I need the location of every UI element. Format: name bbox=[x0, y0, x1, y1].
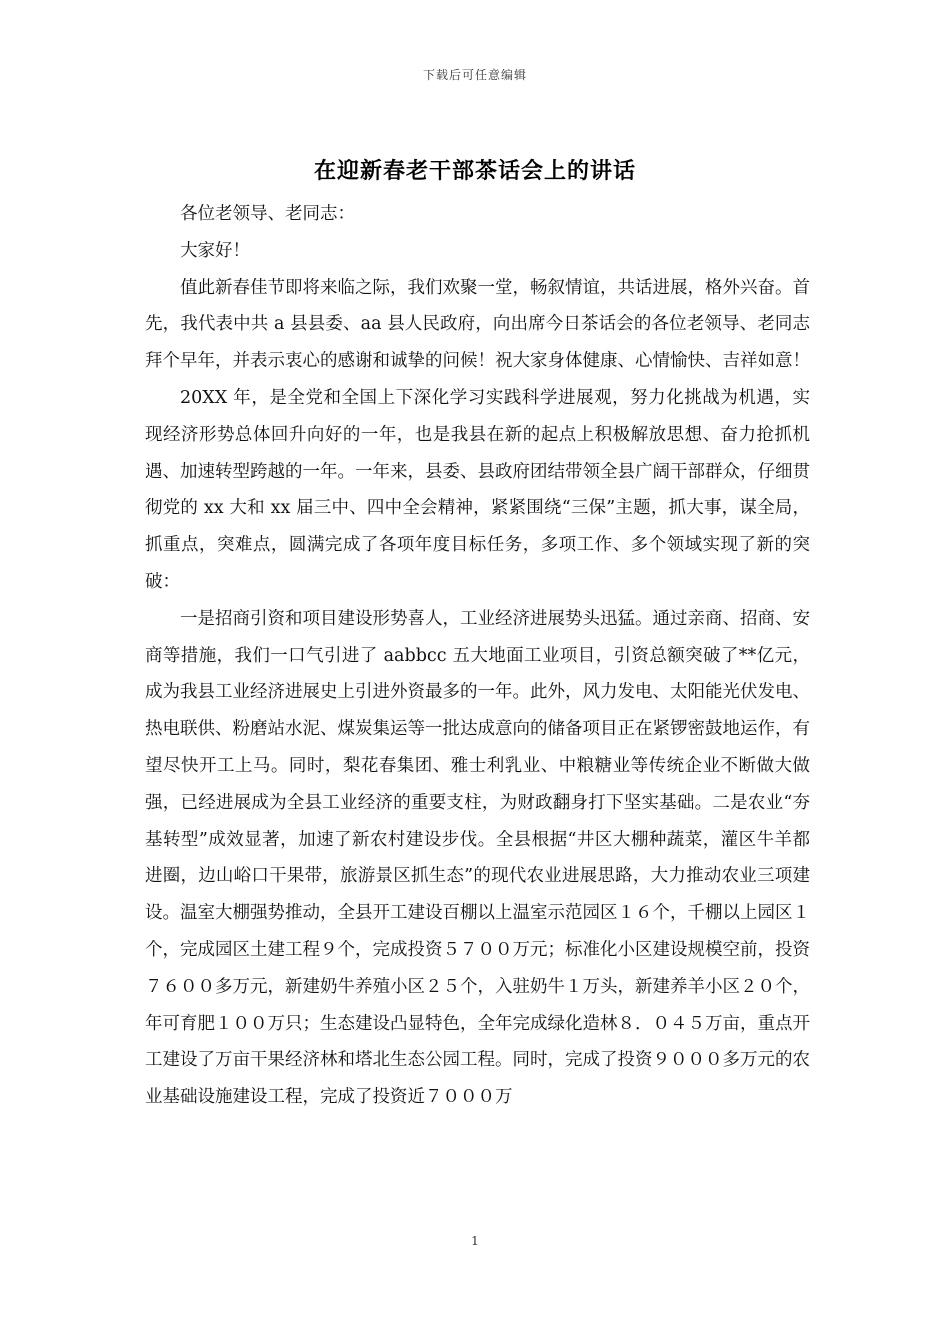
greeting-paragraph: 大家好！ bbox=[180, 240, 250, 261]
page-number: 1 bbox=[471, 1234, 479, 1248]
body-paragraph: 值此新春佳节即将来临之际，我们欢聚一堂，畅叙情谊，共话进展，格外兴奋。首先，我代表中共 a 县县委、aa 县人民政府，向出席今日茶话会的各位老领导、老同志拜个早年，并表示衷心的感谢和诚挚的问候！祝大家身体健康、心情愉快、吉祥如意！ bbox=[145, 277, 810, 372]
header-note: 下载后可任意编辑 bbox=[422, 68, 527, 82]
document-title: 在迎新春老干部茶话会上的讲话 bbox=[313, 158, 636, 184]
body-paragraph: 一是招商引资和项目建设形势喜人，工业经济进展势头迅猛。通过亲商、招商、安商等措施，我们一口气引进了 aabbcc 五大地面工业项目，引资总额突破了**亿元，成为我县工业经济进展史上引进外资最多的一年。此外，风力发电、太阳能光伏发电、热电联供、粉磨站水泥、煤炭集运等一批达成意向的储备项目正在紧锣密鼓地运作，有望尽快开工上马。同时，梨花春集团、雅士利乳业、中粮糖业等传统企业不断做大做强，已经进展成为全县工业经济的重要支柱，为财政翻身打下坚实基础。二是农业“夯基转型”成效显著，加速了新农村建设步伐。全县根据“井区大棚种蔬菜，灌区牛羊都进圈，边山峪口干果带，旅游景区抓生态”的现代农业进展思路，大力推动农业三项建设。温室大棚强势推动，全县开工建设百棚以上温室示范园区１６个，千棚以上园区１个，完成园区土建工程９个，完成投资５７００万元；标准化小区建设规模空前，投资７６００多万元，新建奶牛养殖小区２５个，入驻奶牛１万头，新建养羊小区２０个，年可育肥１００万只；生态建设凸显特色，全年完成绿化造林８．０４５万亩，重点开工建设了万亩干果经济林和塔北生态公园工程。同时，完成了投资９０００多万元的农业基础设施建设工程，完成了投资近７０００万 bbox=[145, 608, 810, 1108]
salutation-paragraph: 各位老领导、老同志： bbox=[180, 204, 355, 224]
document-body bbox=[145, 196, 810, 1116]
body-paragraph: 20XX 年，是全党和全国上下深化学习实践科学进展观，努力化挑战为机遇，实现经济形势总体回升向好的一年，也是我县在新的起点上积极解放思想、奋力抢抓机遇、加速转型跨越的一年。一年来，县委、县政府团结带领全县广阔干部群众，仔细贯彻党的 xx 大和 xx 届三中、四中全会精神，紧紧围绕“三保”主题，抓大事，谋全局，抓重点，突难点，圆满完成了各项年度目标任务，多项工作、多个领域实现了新的突破： bbox=[145, 387, 810, 592]
